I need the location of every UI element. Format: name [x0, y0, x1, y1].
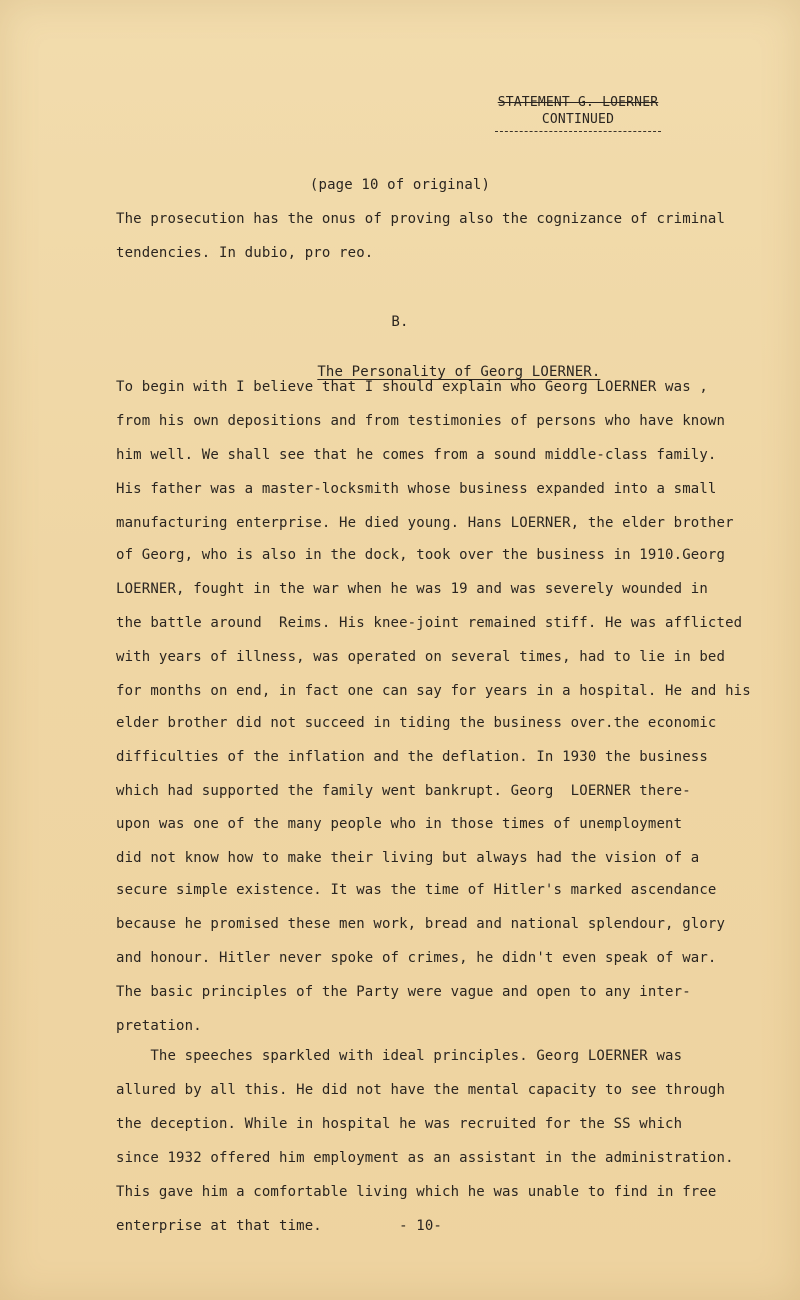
body-line: His father was a master-locksmith whose business expanded into a small — [116, 481, 717, 497]
section-title-text: The Personality of Georg LOERNER. — [317, 364, 601, 380]
body-line: from his own depositions and from testimonies of persons who have known — [116, 413, 726, 429]
body-line: because he promised these men work, bread and national splendour, glory — [116, 916, 726, 932]
header-title: STATEMENT G. LOERNER — [497, 95, 659, 110]
body-line: secure simple existence. It was the time of Hitler's marked ascendance — [116, 882, 717, 898]
body-line: The speeches sparkled with ideal principles. Georg LOERNER was — [116, 1048, 683, 1064]
body-line: manufacturing enterprise. He died young. Hans LOERNER, the elder brother — [116, 515, 734, 531]
body-line: since 1932 offered him employment as an assistant in the administration. — [116, 1150, 734, 1166]
body-line: which had supported the family went bankrupt. Georg LOERNER there- — [116, 783, 691, 799]
body-line: LOERNER, fought in the war when he was 19 and was severely wounded in — [116, 581, 708, 597]
intro-line: The prosecution has the onus of proving also the cognizance of criminal — [116, 211, 726, 227]
intro-line: tendencies. In dubio, pro reo. — [116, 245, 374, 261]
body-line: with years of illness, was operated on several times, had to lie in bed — [116, 649, 726, 665]
body-line: elder brother did not succeed in tiding the business over.the economic — [116, 715, 717, 731]
body-line: the deception. While in hospital he was recruited for the SS which — [116, 1116, 683, 1132]
body-line: did not know how to make their living but always had the vision of a — [116, 850, 700, 866]
body-line: This gave him a comfortable living which he was unable to find in free — [116, 1184, 717, 1200]
body-line: and honour. Hitler never spoke of crimes, he didn't even speak of war. — [116, 950, 717, 966]
body-line: the battle around Reims. His knee-joint remained stiff. He was afflicted — [116, 615, 743, 631]
body-line: To begin with I believe that I should explain who Georg LOERNER was , — [116, 379, 708, 395]
body-line: difficulties of the inflation and the deflation. In 1930 the business — [116, 749, 708, 765]
statement-header — [492, 94, 664, 128]
header-continued: CONTINUED — [541, 112, 615, 127]
body-line: The basic principles of the Party were vague and open to any inter- — [116, 984, 691, 1000]
body-line: him well. We shall see that he comes from a sound middle-class family. — [116, 447, 717, 463]
body-line: upon was one of the many people who in those times of unemployment — [116, 816, 683, 832]
body-line: allured by all this. He did not have the mental capacity to see through — [116, 1082, 726, 1098]
page-note: (page 10 of original) — [309, 177, 491, 193]
body-line: enterprise at that time. - 10- — [116, 1218, 442, 1234]
body-line: of Georg, who is also in the dock, took over the business in 1910.Georg — [116, 547, 726, 563]
body-line: for months on end, in fact one can say for years in a hospital. He and his — [116, 683, 751, 699]
section-letter: B. — [391, 314, 409, 330]
body-line: pretation. — [116, 1018, 202, 1034]
header-divider — [495, 131, 661, 132]
